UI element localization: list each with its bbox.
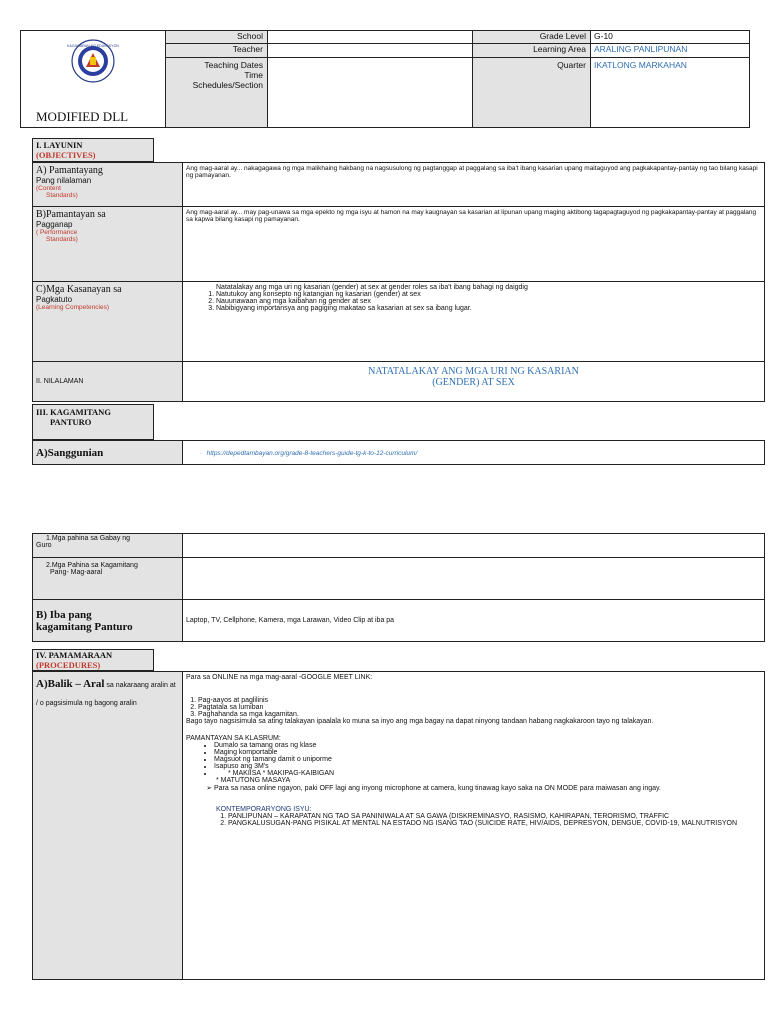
kagamitan-label2: PANTURO [50,417,92,427]
sanggunian-table [32,440,765,465]
row-iba-pang [33,600,765,642]
gabay-line2: Guro [36,542,52,549]
competencies-label [33,282,183,362]
competencies-value [183,282,765,362]
grade-level-value: G-10 [591,31,749,44]
nilalaman-label: II. NILALAMAN [36,378,84,385]
sanggunian-link[interactable]: https://depedtambayan.org/grade-8-teachers-guide-tg-k-to-12-curriculum/ [206,450,418,457]
online-link-text: Para sa ONLINE na mga mag-aaral -GOOGLE MEET LINK: [186,674,373,681]
list-item: 2. PANGKALUSUGAN-PANG PISIKAL AT MENTAL NA ESTADO NG ISANG TAO (SUICIDE RATE, HIV/AIDS, DEPRESYON, DENGUE, COVID-19, MALNUTRISYON [228,820,761,827]
learning-area-value: ARALING PANLIPUNAN [591,44,749,58]
sanggunian-label-cell [33,441,183,465]
bullet-dot: · [200,450,203,457]
teacher-label: Teacher [166,44,268,58]
list-item: 2. Nauunawaan ang mga kaibahan ng gender at sex [216,298,761,305]
row-content-standards [33,163,765,207]
competency-list [186,291,761,312]
b-red2: Standards) [46,236,78,243]
performance-standards-value [183,207,765,282]
gabay-value[interactable] [183,534,765,558]
kagamitan-pages-value[interactable] [183,558,765,600]
row-balik-aral [33,672,765,980]
b-text: Ang mag-aaral ay... may pag-unawa sa mga epekto ng mga isyu at hamon na may kaugnayan sa kasarian at lipunan upang maging aktibong tagapagtaguyod ng pagkakapantay-pantay at paggalang sa kapwa bilang kasapi ng pamayanan. [186,209,757,223]
c-sub: Pagkatuto [36,295,73,304]
b-sub: Pagganap [36,220,73,229]
list-item: 3. Nabibigyang importansya ang pagiging makatao sa kasarian at sex sa ibang lugar. [216,305,761,312]
list-item: 1. Natutukoy ang konsepto ng katangian ng kasarian (gender) at sex [216,291,761,298]
svg-text:KAGAWARAN NG EDUKASYON: KAGAWARAN NG EDUKASYON [67,44,119,48]
nilalaman-label-cell [33,362,183,402]
header-table [20,30,750,128]
kagamitan-line2: Pang- Mag-aaral [50,569,103,576]
performance-standards-label [33,207,183,282]
c-intro: Natatalakay ang mga uri ng kasarian (gender) at sex at gender roles sa iba't ibang bahagi ng daigdig [216,284,528,291]
dates-label-cell [166,58,268,127]
schedules-label: Schedules/Section [192,80,263,90]
bago-text: Bago tayo nagsisimula sa ating talakayan ipaalala ko muna sa inyo ang mga bagay na dapat ninyong tandaan habang nagkakaroon tayo ng talakayan. [186,718,654,725]
content-standards-value [183,163,765,207]
school-label: School [166,31,268,44]
list-item: ➢ Para sa nasa online ngayon, paki OFF lagi ang inyong microphone at camera, kung tinawag kayo saka na ON MODE para maiwasan ang ingay. [214,784,761,792]
row-competencies [33,282,765,362]
logo-cell [21,31,166,127]
a-sub: Pang nilalaman [36,176,92,185]
balik-rest: sa nakaraang aralin at / o pagsisimula ng bagong aralin [36,682,176,707]
list-item: • Isapuso ang 3M's [214,763,761,770]
kagamitan-pages-label [33,558,183,600]
procedures-label: (PROCEDURES) [36,660,101,670]
time-label: Time [244,70,263,80]
iba-value: Laptop, TV, Cellphone, Kamera, mga Larawan, Video Clip at iba pa [186,617,395,624]
kagamitan-label1: III. KAGAMITANG [36,407,111,417]
m2-text: * MATUTONG MASAYA [216,777,291,784]
content-standards-label [33,163,183,207]
balik-bold: A)Balik – Aral [36,678,105,690]
b-title: B)Pamantayan sa [36,209,106,220]
iba-pang-label [33,600,183,642]
sanggunian-value [183,441,765,465]
list-item: 3. Paghahanda sa mga kagamitan. [198,711,761,718]
dll-title: MODIFIED DLL [36,109,129,124]
iba-line1: B) Iba pang [36,608,92,621]
pamantayan-title: PAMANTAYAN SA KLASRUM: [186,735,281,742]
row-gabay [33,534,765,558]
kontemp-title: KONTEMPORARYONG ISYU: [216,806,312,813]
list-item: • Magsuot ng tamang damit o uniporme [214,756,761,763]
nilalaman-line2: (GENDER) AT SEX [432,377,515,388]
iba-line2: kagamitang Panturo [36,620,133,633]
balik-aral-label [33,672,183,980]
objectives-table [32,162,765,402]
m1-text: * MAKIISA * MAKIPAG-KAIBIGAN [228,770,335,777]
list-item: 1. PANLIPUNAN – KARAPATAN NG TAO SA PANINIWALA AT SA GAWA (DISKREMINASYO, RASISMO, KAHIRAPAN, TERORISMO, TRAFFIC [228,813,761,820]
nilalaman-line1: NATATALAKAY ANG MGA URI NG KASARIAN [368,366,579,377]
row-performance-standards [33,207,765,282]
gabay-label [33,534,183,558]
note-list [186,784,761,792]
nilalaman-value [183,362,765,402]
learning-area-label: Learning Area [473,44,591,58]
layunin-heading [32,138,154,162]
row-sanggunian [33,441,765,465]
a-title: A) Pamantayang [36,165,103,176]
kagamitan-heading [32,404,154,440]
iba-pang-value [183,600,765,642]
a-red2: Standards) [46,192,78,199]
a-text: Ang mag-aaral ay... nakagagawa ng mga malikhaing hakbang na nagsusulong ng pagtanggap at paggalang sa iba't ibang kasarian upang maitaguyod ang pagkakapantay-pantay ng tao bilang kasapi ng pamayanan. [186,165,758,179]
quarter-value: IKATLONG MARKAHAN [594,60,687,70]
kagamitan-line1: 2.Mga Pahina sa Kagamitang [46,562,138,569]
list-item: 2. Pagtatala sa lumiban [198,704,761,711]
c-title: C)Mga Kasanayan sa [36,284,122,295]
grade-level-label: Grade Level [473,31,591,44]
gabay-line1: 1.Mga pahina sa Gabay ng [46,535,131,542]
b-red: ( Performance [36,229,78,236]
teaching-dates-label: Teaching Dates [204,60,263,70]
a-red: (Content [36,185,61,192]
dates-value[interactable] [268,58,473,127]
list-item: • Maging komportable [214,749,761,756]
pamamaraan-heading [32,649,154,671]
c-red: (Learning Competencies) [36,304,109,311]
list-item [214,770,761,777]
deped-seal-icon [67,39,119,83]
step-list [186,697,761,718]
materials-table [32,533,765,642]
list-item: • Dumalo sa tamang oras ng klase [214,742,761,749]
teacher-value[interactable] [268,44,473,58]
pamamaraan-label: IV. PAMAMARAAN [36,650,113,660]
procedures-table [32,671,765,980]
quarter-label: Quarter [473,58,591,127]
school-value[interactable] [268,31,473,44]
balik-aral-value [183,672,765,980]
sanggunian-label: A)Sanggunian [36,446,104,459]
list-item: 1. Pag-aayos at paglilinis [198,697,761,704]
kontemp-list [186,813,761,827]
objectives-label: (OBJECTIVES) [36,150,96,160]
layunin-label: I. LAYUNIN [36,140,83,150]
row-nilalaman [33,362,765,402]
rules-list [186,742,761,777]
row-kagamitan-pages [33,558,765,600]
